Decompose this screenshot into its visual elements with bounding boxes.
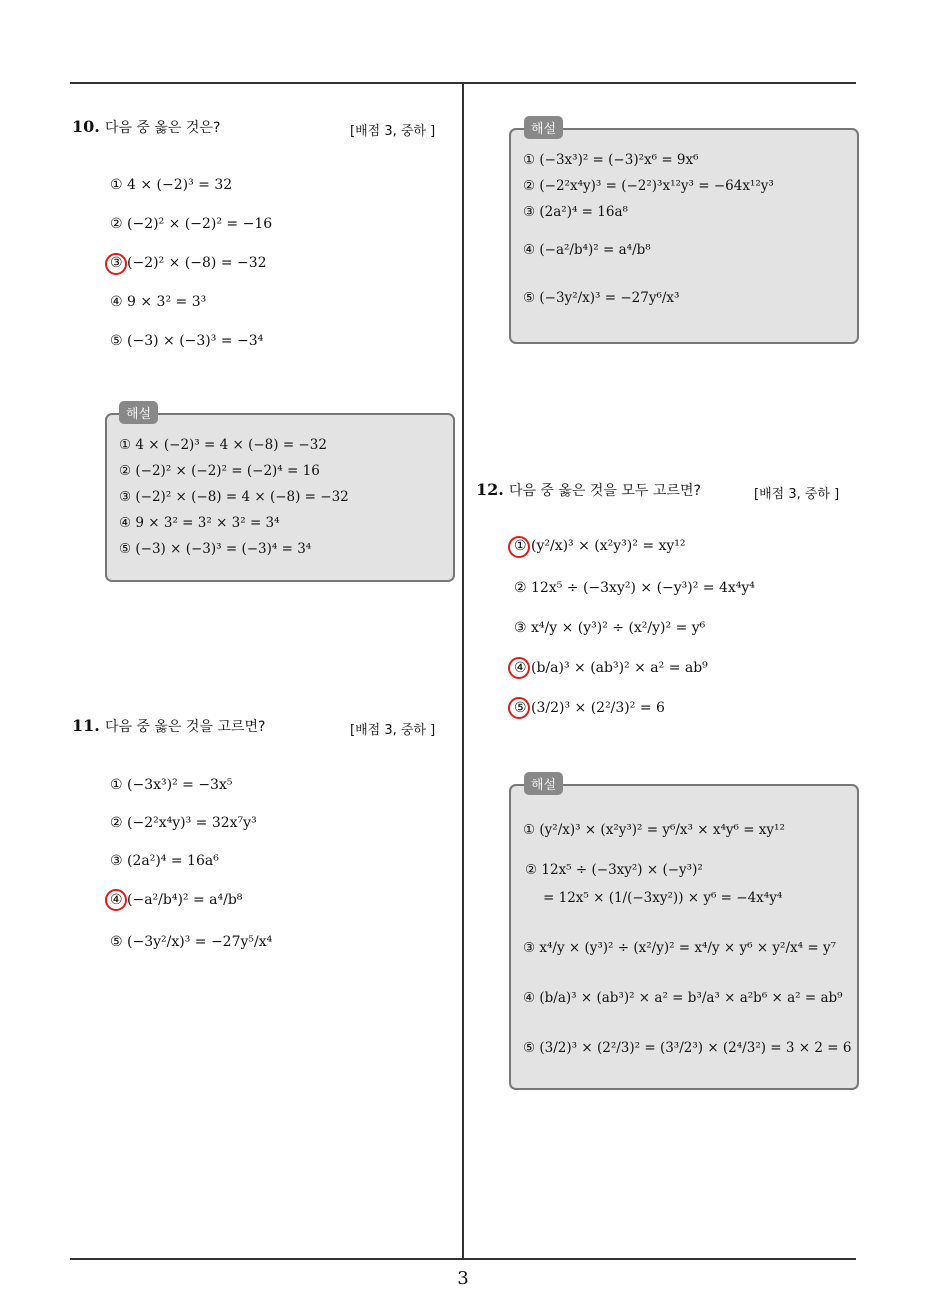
question-number: 10. [72,117,100,136]
option-5: ⑤ (−3) × (−3)³ = −3⁴ [110,333,264,349]
column-divider [462,82,464,1259]
solution-line: ⑤ (−3) × (−3)³ = (−3)⁴ = 3⁴ [119,541,312,557]
option-3: ③ (2a²)⁴ = 16a⁶ [110,853,219,869]
option-2: ② (−2)² × (−2)² = −16 [110,216,273,232]
answer-mark [105,889,127,911]
question-header [72,716,265,736]
solution-line: ④ (−a²/b⁴)² = a⁴/b⁸ [523,242,651,258]
solution-box-q11 [509,128,859,344]
answer-mark [508,536,530,558]
answer-mark [508,697,530,719]
solution-line: ① (−3x³)² = (−3)²x⁶ = 9x⁶ [523,152,699,168]
solution-line: ② (−2)² × (−2)² = (−2)⁴ = 16 [119,463,320,479]
option-3: ③ x⁴/y × (y³)² ÷ (x²/y)² = y⁶ [514,620,706,636]
option-4: ④ (b/a)³ × (ab³)² × a² = ab⁹ [514,660,708,676]
option-1: ① (y²/x)³ × (x²y³)² = xy¹² [514,538,686,554]
solution-box-q12 [509,784,859,1090]
question-header [476,480,701,500]
question-text: 다음 중 옳은 것은? [104,120,221,136]
solution-line: ① (y²/x)³ × (x²y³)² = y⁶/x³ × x⁴y⁶ = xy¹² [523,822,785,838]
answer-mark [508,657,530,679]
bottom-rule [70,1258,856,1260]
option-5: ⑤ (−3y²/x)³ = −27y⁵/x⁴ [110,934,273,950]
option-2: ② 12x⁵ ÷ (−3xy²) × (−y³)² = 4x⁴y⁴ [514,580,755,596]
question-text: 다음 중 옳은 것을 모두 고르면? [508,483,701,499]
option-4: ④ 9 × 3² = 3³ [110,294,207,310]
question-number: 11. [72,716,100,735]
solution-line: ② 12x⁵ ÷ (−3xy²) × (−y³)² [525,862,703,878]
solution-tag: 해설 [119,401,158,424]
page-number: 3 [457,1268,469,1289]
solution-line: ④ 9 × 3² = 3² × 3² = 3⁴ [119,515,280,531]
solution-line: ⑤ (−3y²/x)³ = −27y⁶/x³ [523,290,680,306]
solution-line: ③ (2a²)⁴ = 16a⁸ [523,204,628,220]
option-5: ⑤ (3/2)³ × (2²/3)² = 6 [514,700,665,716]
option-3: ③ (−2)² × (−8) = −32 [110,255,267,271]
solution-line: ① 4 × (−2)³ = 4 × (−8) = −32 [119,437,327,453]
question-meta: [배점 3, 중하 ] [350,723,436,738]
solution-line: ③ (−2)² × (−8) = 4 × (−8) = −32 [119,489,349,505]
question-header [72,117,220,137]
solution-line: ⑤ (3/2)³ × (2²/3)² = (3³/2³) × (2⁴/3²) = 3 × 2 = 6 [523,1040,852,1056]
option-4: ④ (−a²/b⁴)² = a⁴/b⁸ [110,892,243,908]
question-meta: [배점 3, 중하 ] [754,487,840,502]
option-2: ② (−2²x⁴y)³ = 32x⁷y³ [110,815,257,831]
question-text: 다음 중 옳은 것을 고르면? [104,719,266,735]
solution-line: = 12x⁵ × (1/(−3xy²)) × y⁶ = −4x⁴y⁴ [543,890,783,906]
question-meta: [배점 3, 중하 ] [350,124,436,139]
solution-box-q10 [105,413,455,582]
solution-tag: 해설 [524,772,563,795]
answer-mark [105,253,127,275]
option-1: ① (−3x³)² = −3x⁵ [110,777,233,793]
solution-line: ② (−2²x⁴y)³ = (−2²)³x¹²y³ = −64x¹²y³ [523,178,774,194]
solution-line: ④ (b/a)³ × (ab³)² × a² = b³/a³ × a²b⁶ × a² = ab⁹ [523,990,843,1006]
question-number: 12. [476,480,504,499]
solution-line: ③ x⁴/y × (y³)² ÷ (x²/y)² = x⁴/y × y⁶ × y²/x⁴ = y⁷ [523,940,836,956]
solution-tag: 해설 [524,116,563,139]
option-1: ① 4 × (−2)³ = 32 [110,177,233,193]
